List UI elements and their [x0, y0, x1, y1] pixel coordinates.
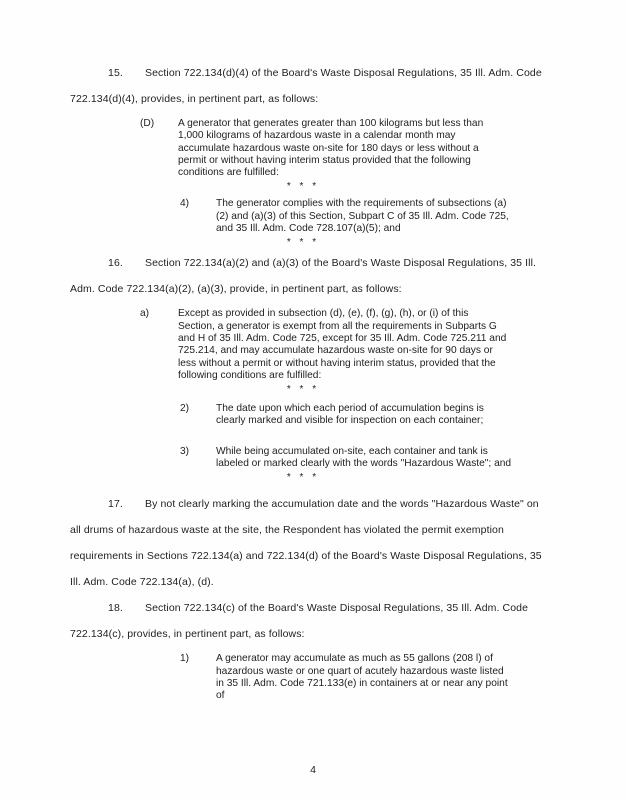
quote-3-label: 3) — [180, 445, 190, 457]
paragraph-17 — [70, 491, 546, 595]
quote-D-label: (D) — [140, 118, 155, 129]
asterisk-separator: * * * — [286, 237, 320, 249]
quote-block-D — [140, 118, 546, 179]
paragraph-15-number: 15. — [108, 67, 123, 79]
paragraph-18-text: Section 722.134(c) of the Board's Waste Disposal Regulations, 35 Ill. Adm. Code 722.134(c), provides, in pertinent part, as follows: — [70, 602, 529, 641]
paragraph-18 — [70, 595, 546, 647]
paragraph-18-number: 18. — [108, 602, 123, 615]
quote-block-4 — [180, 198, 546, 235]
quote-block-3 — [180, 446, 546, 471]
quote-3-text: While being accumulated on-site, each container and tank is labeled or marked clearly with the words "Hazardous Waste"; and — [216, 445, 512, 470]
quote-block-a — [140, 308, 546, 382]
asterisk-separator: * * * — [286, 384, 320, 396]
quote-block-1 — [180, 653, 546, 702]
paragraph-15 — [70, 60, 546, 112]
paragraph-16-text: Section 722.134(a)(2) and (a)(3) of the Board's Waste Disposal Regulations, 35 Ill. Adm. Code 722.134(a)(2), (a)(3), provide, in pertinent part, as follows: — [70, 257, 537, 296]
quote-2-text: The date upon which each period of accumulation begins is clearly marked and visible for inspection on each container; — [216, 403, 484, 427]
quote-1-label: 1) — [180, 653, 190, 665]
paragraph-16 — [70, 250, 546, 302]
paragraph-17-text: By not clearly marking the accumulation date and the words "Hazardous Waste" on all drums of hazardous waste at the site, the Respondent has violated the permit exemption requirements in Sections 722.134(a) and 722.134(d) of the Board's Waste Disposal Regulations, 35 Ill. Adm. Code 722.134(a), (d). — [70, 498, 542, 589]
asterisk-separator: * * * — [286, 181, 320, 193]
quote-4-text: The generator complies with the requirements of subsections (a)(2) and (a)(3) of this Section, Subpart C of 35 Ill. Adm. Code 725, and 35 Ill. Adm. Code 728.107(a)(5); and — [216, 198, 509, 235]
quote-a-label: a) — [140, 308, 150, 320]
quote-D-text: A generator that generates greater than 100 kilograms but less than 1,000 kilograms of hazardous waste in a calendar month may accumulate hazardous waste on-site for 180 days or less without a permit or without having interim status provided that the following conditions are fulfilled: — [178, 118, 484, 179]
asterisk-separator: * * * — [286, 472, 320, 484]
quote-a-text: Except as provided in subsection (d), (e), (f), (g), (h), or (i) of this Section, a generator is exempt from all the requirements in Subparts G and H of 35 Ill. Adm. Code 725, except for 35 Ill. Adm. Code 725.211 and 725.214, and may accumulate hazardous waste on-site for 90 days or less without a permit or without having interim status, provided that the following conditions are fulfilled: — [178, 308, 507, 381]
page-number: 4 — [310, 764, 316, 776]
quote-2-label: 2) — [180, 403, 190, 415]
paragraph-17-number: 17. — [108, 498, 123, 511]
quote-1-text: A generator may accumulate as much as 55 gallons (208 l) of hazardous waste or one quart of acutely hazardous waste listed in 35 Ill. Adm. Code 721.133(e) in containers at or near any point of — [216, 653, 508, 702]
quote-4-label: 4) — [180, 198, 190, 210]
paragraph-15-text: Section 722.134(d)(4) of the Board's Waste Disposal Regulations, 35 Ill. Adm. Code 722.134(d)(4), provides, in pertinent part, as follows: — [70, 67, 542, 105]
quote-block-2 — [180, 403, 546, 428]
paragraph-16-number: 16. — [108, 257, 123, 270]
